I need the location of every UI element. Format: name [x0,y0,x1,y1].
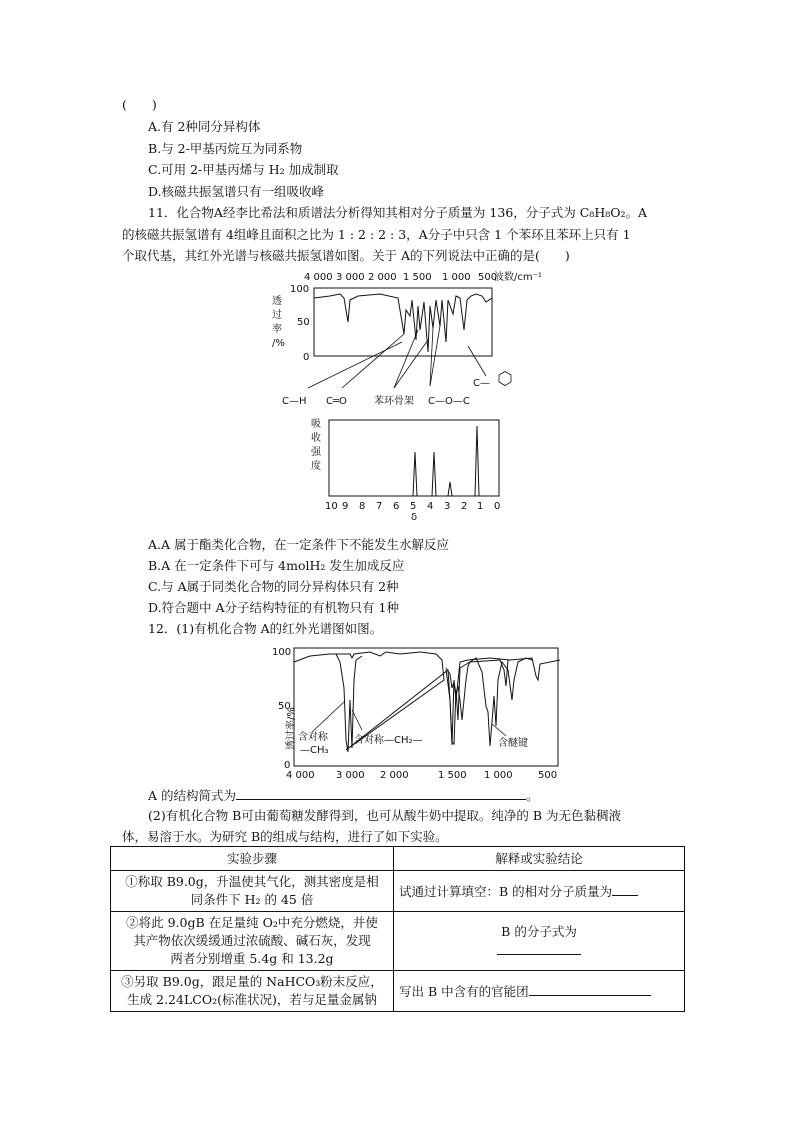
ir1-annotation-benzene: 苯环骨架 [374,396,414,407]
q12-answer-suffix: 。 [526,788,539,803]
nmr-ylabel: 度 [311,461,321,472]
conclusion-text: B 的分子式为 [501,923,577,939]
ir1-top-tick: 3 000 [336,272,365,283]
q12-answer-blank[interactable] [236,786,526,800]
ir1-ylabel: 率 [272,324,282,335]
q12-answer-prefix: A 的结构简式为 [148,788,237,803]
answer-blank[interactable] [612,882,638,896]
q11-option-a: A.A 属于酯类化合物，在一定条件下不能发生水解反应 [148,537,450,552]
table-header-conclusion: 解释或实验结论 [394,847,685,871]
ir1-annotation-c-phenyl: C— [473,378,490,389]
ir2-annotation-ch3: —CH₃ [300,745,329,756]
q11-stem-line2: 的核磁共振氢谱有 4组峰且面积之比为 1 : 2 : 2 : 3，A分子中只含 1 个苯环且苯环上只有 1 [122,227,631,242]
ir1-top-tick: 1 000 [442,272,471,283]
conclusion-text: 试通过计算填空：B 的相对分子质量为 [399,883,613,899]
ir2-annotation-sym1: 含对称 [298,732,328,743]
q12-part1: 12．(1)有机化合物 A的红外光谱图如图。 [148,621,383,636]
answer-blank[interactable] [497,941,581,955]
table-cell-conclusion [394,912,685,971]
ir1-top-unit: 波数/cm⁻¹ [494,272,542,283]
nmr-xtick: 6 [393,501,400,512]
q11-option-c: C.与 A属于同类化合物的同分异构体只有 2种 [148,579,399,594]
q11-stem-line1: 11．化合物A经李比希法和质谱法分析得知其相对分子质量为 136，分子式为 C₈H₈O₂。A [148,205,648,220]
ir2-spectrum-curve [294,652,560,750]
q11-option-d: D.符合题中 A分子结构特征的有机物只有 1种 [148,600,399,615]
ir2-xtick: 2 000 [380,770,409,781]
q10-option-b: B.与 2-甲基丙烷互为同系物 [148,141,303,156]
nmr-xtick: 7 [376,501,383,512]
ir2-ylabel: 透过率/% [286,707,297,750]
step-text: ①称取 B9.0g，升温使其气化，测其密度是相 [125,874,379,889]
table-header-row [111,847,685,871]
ir2-xtick: 500 [538,770,558,781]
nmr-peak-phenyl [413,452,417,496]
q12-part2-line1: (2)有机化合物 B可由葡萄糖发酵得到，也可从酸牛奶中提取。纯净的 B 为无色黏稠液 [148,808,621,823]
ir-spectrum-chart-2 [270,640,570,782]
nmr-ylabel: 强 [311,447,321,458]
ir-spectrum-chart-1 [270,270,560,420]
table-cell-step [111,971,394,1012]
ir1-ylabel: 过 [272,310,282,321]
q12-answer-line [148,786,539,805]
ir2-xtick: 1 000 [484,770,513,781]
table-cell-conclusion [394,871,685,912]
ir2-xtick: 1 500 [438,770,467,781]
ir2-xtick: 4 000 [286,770,315,781]
nmr-peak-ch2 [432,452,436,496]
ir1-top-tick: 2 000 [368,272,397,283]
step-text: 其产物依次缓缓通过浓硫酸、碱石灰，发现 [133,933,371,948]
table-cell-step [111,912,394,971]
nmr-xtick: 2 [461,501,468,512]
ir2-ytick: 0 [284,760,291,771]
q12-part2-line2: 体，易溶于水。为研究 B的组成与结构，进行了如下实验。 [122,829,448,844]
nmr-xtick: 5 [410,501,417,512]
table-cell-step [111,871,394,912]
ir1-ylabel: /% [272,338,285,349]
ir1-ytick: 100 [290,284,310,295]
step-text: ②将此 9.0gB 在足量纯 O₂中充分燃烧，并使 [126,915,378,930]
table-cell-conclusion [394,971,685,1012]
nmr-ylabel: 吸 [311,419,321,430]
ir1-annotation-coc: C—O—C [428,396,470,407]
table-row [111,871,685,912]
nmr-xlabel: δ [411,512,418,522]
table-header-steps: 实验步骤 [111,847,394,871]
nmr-xtick: 8 [359,501,366,512]
q10-option-c: C.可用 2-甲基丙烯与 H₂ 加成制取 [148,162,339,177]
step-text: ③另取 B9.0g，跟足量的 NaHCO₃粉末反应， [121,974,383,989]
ir1-top-tick: 4 000 [304,272,333,283]
ir1-ytick: 0 [303,352,310,363]
table-row [111,971,685,1012]
ir1-ytick: 50 [297,317,310,328]
ir2-ytick: 100 [272,647,292,658]
q10-option-d: D.核磁共振氢谱只有一组吸收峰 [148,184,325,199]
nmr-xtick: 4 [427,501,434,512]
nmr-xtick: 3 [444,501,451,512]
q10-option-a: A.有 2种同分异构体 [148,119,261,134]
step-text: 同条件下 H₂ 的 45 倍 [190,892,314,907]
ir2-xtick: 3 000 [336,770,365,781]
nmr-spectrum-chart [305,410,515,522]
ir2-annotation-ether: 含醚键 [498,738,528,749]
experiment-table [110,846,685,1012]
nmr-ylabel: 收 [311,433,321,444]
q10-bracket: ( ) [122,97,157,112]
nmr-xtick: 1 [477,501,484,512]
nmr-peak-ch3 [475,426,479,496]
nmr-xtick: 9 [342,501,349,512]
table-row [111,912,685,971]
ir1-annotation-ch: C—H [282,396,307,407]
answer-blank[interactable] [529,982,651,996]
ir1-ylabel: 透 [272,296,282,307]
step-text: 两者分别增重 5.4g 和 13.2g [170,951,334,966]
ir1-spectrum-curve [314,294,492,352]
nmr-xtick: 0 [494,501,501,512]
q11-option-b: B.A 在一定条件下可与 4molH₂ 发生加成反应 [148,558,405,573]
step-text: 生成 2.24LCO₂(标准状况)，若与足量金属钠 [127,992,377,1007]
ir1-annotation-co: C═O [326,396,347,407]
ir1-top-tick: 1 500 [403,272,432,283]
q11-stem-line3: 个取代基，其红外光谱与核磁共振氢谱如图。关于 A的下列说法中正确的是( ) [122,248,570,263]
ir2-ytick: 50 [278,701,291,712]
nmr-xtick: 10 [325,501,338,512]
ir2-annotation-ch2: 含对称—CH₂— [354,735,423,746]
benzene-ring-icon [499,372,511,386]
nmr-peak-small [448,482,452,496]
ir1-top-tick: 500 [478,272,498,283]
conclusion-text: 写出 B 中含有的官能团 [399,983,529,999]
